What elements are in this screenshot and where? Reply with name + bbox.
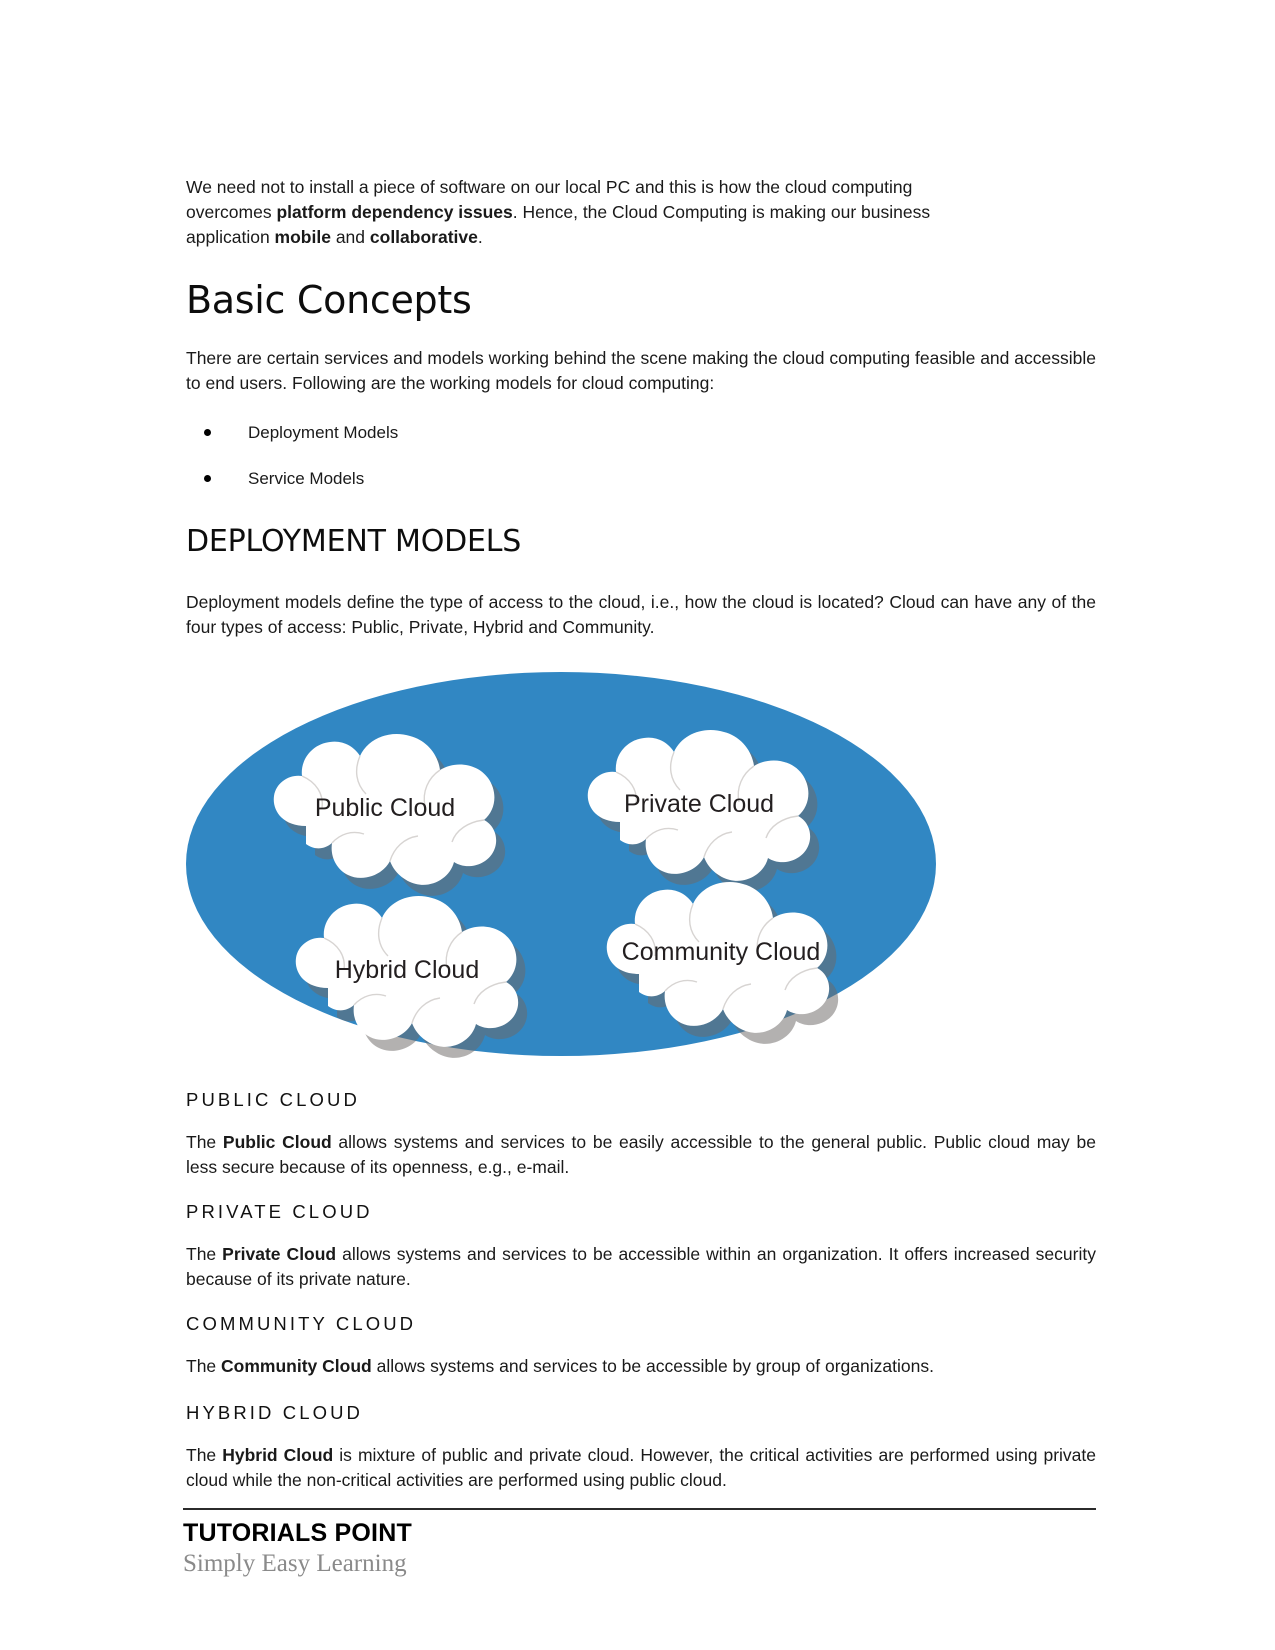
heading-private-cloud: PRIVATE CLOUD xyxy=(186,1201,373,1222)
footer-brand-title: TUTORIALS POINT xyxy=(183,1519,412,1547)
section-rest: allows systems and services to be easily accessible to the general public. Public cloud may be less secure because of its openness, e.g., e-mail. xyxy=(186,1132,1096,1177)
heading-hybrid-cloud: HYBRID CLOUD xyxy=(186,1402,363,1423)
heading-public-cloud: PUBLIC CLOUD xyxy=(186,1089,360,1110)
intro-bold-2: mobile xyxy=(274,227,331,247)
intro-seg-1: We need not to install a piece of software on our local PC and this is how the cloud computing overcomes xyxy=(186,177,913,222)
intro-seg-4: . xyxy=(477,227,483,247)
section-bold-term: Hybrid Cloud xyxy=(222,1445,334,1465)
section-lead: The xyxy=(186,1445,223,1465)
community-cloud-paragraph xyxy=(186,1354,1096,1379)
list-item-label: Deployment Models xyxy=(248,423,399,442)
cloud-label: Community Cloud xyxy=(621,938,821,966)
list-item xyxy=(186,468,1096,490)
public-cloud-paragraph xyxy=(186,1130,1096,1180)
section-lead: The xyxy=(186,1356,222,1376)
footer-divider xyxy=(183,1508,1096,1510)
section-bold-term: Public Cloud xyxy=(222,1132,332,1152)
hybrid-cloud-paragraph xyxy=(186,1443,1096,1493)
cloud-label: Hybrid Cloud xyxy=(334,956,480,984)
page-content xyxy=(186,175,1096,1493)
intro-bold-3: collaborative xyxy=(369,227,478,247)
working-models-list xyxy=(186,422,1096,490)
intro-seg-3: and xyxy=(330,227,370,247)
intro-paragraph xyxy=(186,175,946,250)
page-footer xyxy=(183,1508,1096,1579)
section-rest: allows systems and services to be accessible by group of organizations. xyxy=(371,1356,934,1376)
section-lead: The xyxy=(186,1244,223,1264)
list-item xyxy=(186,422,1096,444)
bullet-dot-icon xyxy=(204,429,211,436)
section-bold-term: Private Cloud xyxy=(222,1244,337,1264)
cloud-label: Private Cloud xyxy=(623,790,775,818)
intro-seg-2: . Hence, the Cloud Computing is making our business application xyxy=(186,202,931,247)
section-bold-term: Community Cloud xyxy=(221,1356,372,1376)
bullet-dot-icon xyxy=(204,475,211,482)
basic-concepts-paragraph: There are certain services and models working behind the scene making the cloud computing feasible and accessible to end users. Following are the working models for cloud computing: xyxy=(186,348,1096,393)
intro-bold-1: platform dependency issues xyxy=(276,202,513,222)
section-lead: The xyxy=(186,1132,223,1152)
private-cloud-paragraph xyxy=(186,1242,1096,1292)
footer-brand-tagline: Simply Easy Learning xyxy=(183,1550,407,1577)
cloud-deployment-models-figure xyxy=(186,666,1096,1074)
section-rest: is mixture of public and private cloud. However, the critical activities are performed using private cloud while the non-critical activities are performed using public cloud. xyxy=(186,1445,1096,1490)
section-rest: allows systems and services to be accessible within an organization. It offers increased security because of its private nature. xyxy=(186,1244,1096,1289)
heading-deployment-models: DEPLOYMENT MODELS xyxy=(186,524,522,559)
cloud-label: Public Cloud xyxy=(314,794,456,822)
cloud-diagram-svg xyxy=(186,666,1096,1074)
list-item-label: Service Models xyxy=(248,469,365,488)
heading-community-cloud: COMMUNITY CLOUD xyxy=(186,1313,417,1334)
heading-basic-concepts: Basic Concepts xyxy=(186,278,472,322)
deployment-models-paragraph: Deployment models define the type of access to the cloud, i.e., how the cloud is located? Cloud can have any of the four types of access: Public, Private, Hybrid and Community. xyxy=(186,592,1096,637)
